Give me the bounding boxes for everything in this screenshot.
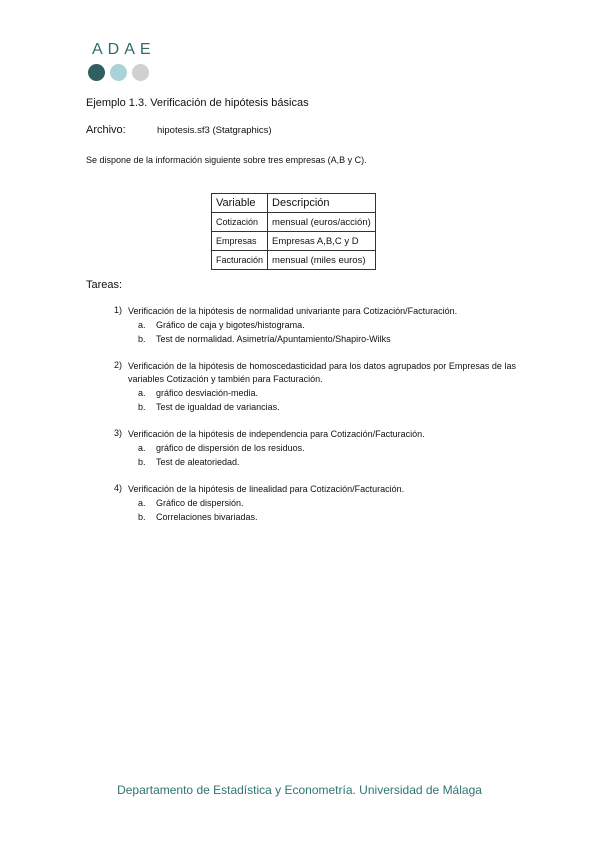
subtask-text: Test de normalidad. Asimetría/Apuntamiento/Shapiro-Wilks	[156, 334, 391, 344]
logo-dots	[88, 64, 149, 81]
subtask-letter: a.	[138, 388, 146, 398]
subtask-item	[138, 318, 516, 332]
table-cell: Empresas	[212, 232, 268, 251]
subtask-letter: a.	[138, 498, 146, 508]
subtask-letter: a.	[138, 443, 146, 453]
subtask-item	[138, 496, 516, 510]
subtask-item	[138, 332, 516, 346]
task-list	[86, 305, 516, 538]
subtask-text: Correlaciones bivariadas.	[156, 512, 258, 522]
table-row	[212, 251, 376, 270]
task-number: 4)	[113, 483, 122, 493]
file-line	[86, 124, 272, 136]
subtask-text: Gráfico de caja y bigotes/histograma.	[156, 320, 305, 330]
subtask-letter: a.	[138, 320, 146, 330]
task-number: 2)	[113, 360, 122, 370]
task-number: 1)	[113, 305, 122, 315]
table-cell: Facturación	[212, 251, 268, 270]
task-item	[86, 483, 516, 524]
task-number: 3)	[113, 428, 122, 438]
logo-dot-light	[110, 64, 127, 81]
subtask-text: Test de aleatoriedad.	[156, 457, 240, 467]
subtask-item	[138, 441, 516, 455]
subtask-text: Gráfico de dispersión.	[156, 498, 244, 508]
tasks-heading: Tareas:	[86, 279, 123, 291]
table-header-row	[212, 194, 376, 213]
subtask-text: gráfico desviación-media.	[156, 388, 259, 398]
subtask-item	[138, 386, 516, 400]
logo-dot-grey	[132, 64, 149, 81]
table-row	[212, 232, 376, 251]
document-title: Ejemplo 1.3. Verificación de hipótesis básicas	[86, 97, 309, 109]
task-item	[86, 428, 516, 469]
table-cell: mensual (euros/acción)	[268, 213, 376, 232]
logo-text: ADAE	[92, 41, 156, 58]
variables-table	[211, 193, 376, 270]
subtask-item	[138, 510, 516, 524]
subtask-letter: b.	[138, 512, 146, 522]
file-label: Archivo:	[86, 124, 126, 136]
subtask-text: gráfico de dispersión de los residuos.	[156, 443, 305, 453]
subtask-letter: b.	[138, 402, 146, 412]
task-text: Verificación de la hipótesis de homoscedasticidad para los datos agrupados por Empresas de las variables Cotización y también para Facturación.	[128, 361, 516, 384]
table-header: Variable	[212, 194, 268, 213]
subtask-item	[138, 400, 516, 414]
logo-dot-dark	[88, 64, 105, 81]
intro-text: Se dispone de la información siguiente sobre tres empresas (A,B y C).	[86, 155, 367, 165]
subtask-letter: b.	[138, 457, 146, 467]
task-text: Verificación de la hipótesis de independencia para Cotización/Facturación.	[128, 429, 425, 439]
footer-department: Departamento de Estadística y Econometría. Universidad de Málaga	[117, 783, 482, 797]
task-text: Verificación de la hipótesis de linealidad para Cotización/Facturación.	[128, 484, 405, 494]
subtask-text: Test de igualdad de variancias.	[156, 402, 280, 412]
subtask-letter: b.	[138, 334, 146, 344]
table-header: Descripción	[268, 194, 376, 213]
file-value: hipotesis.sf3 (Statgraphics)	[157, 125, 272, 136]
subtask-item	[138, 455, 516, 469]
logo	[92, 41, 156, 59]
table-cell: Cotización	[212, 213, 268, 232]
table-cell: Empresas A,B,C y D	[268, 232, 376, 251]
task-item	[86, 305, 516, 346]
task-item	[86, 360, 516, 414]
table-row	[212, 213, 376, 232]
table-cell: mensual (miles euros)	[268, 251, 376, 270]
task-text: Verificación de la hipótesis de normalidad univariante para Cotización/Facturación.	[128, 306, 458, 316]
